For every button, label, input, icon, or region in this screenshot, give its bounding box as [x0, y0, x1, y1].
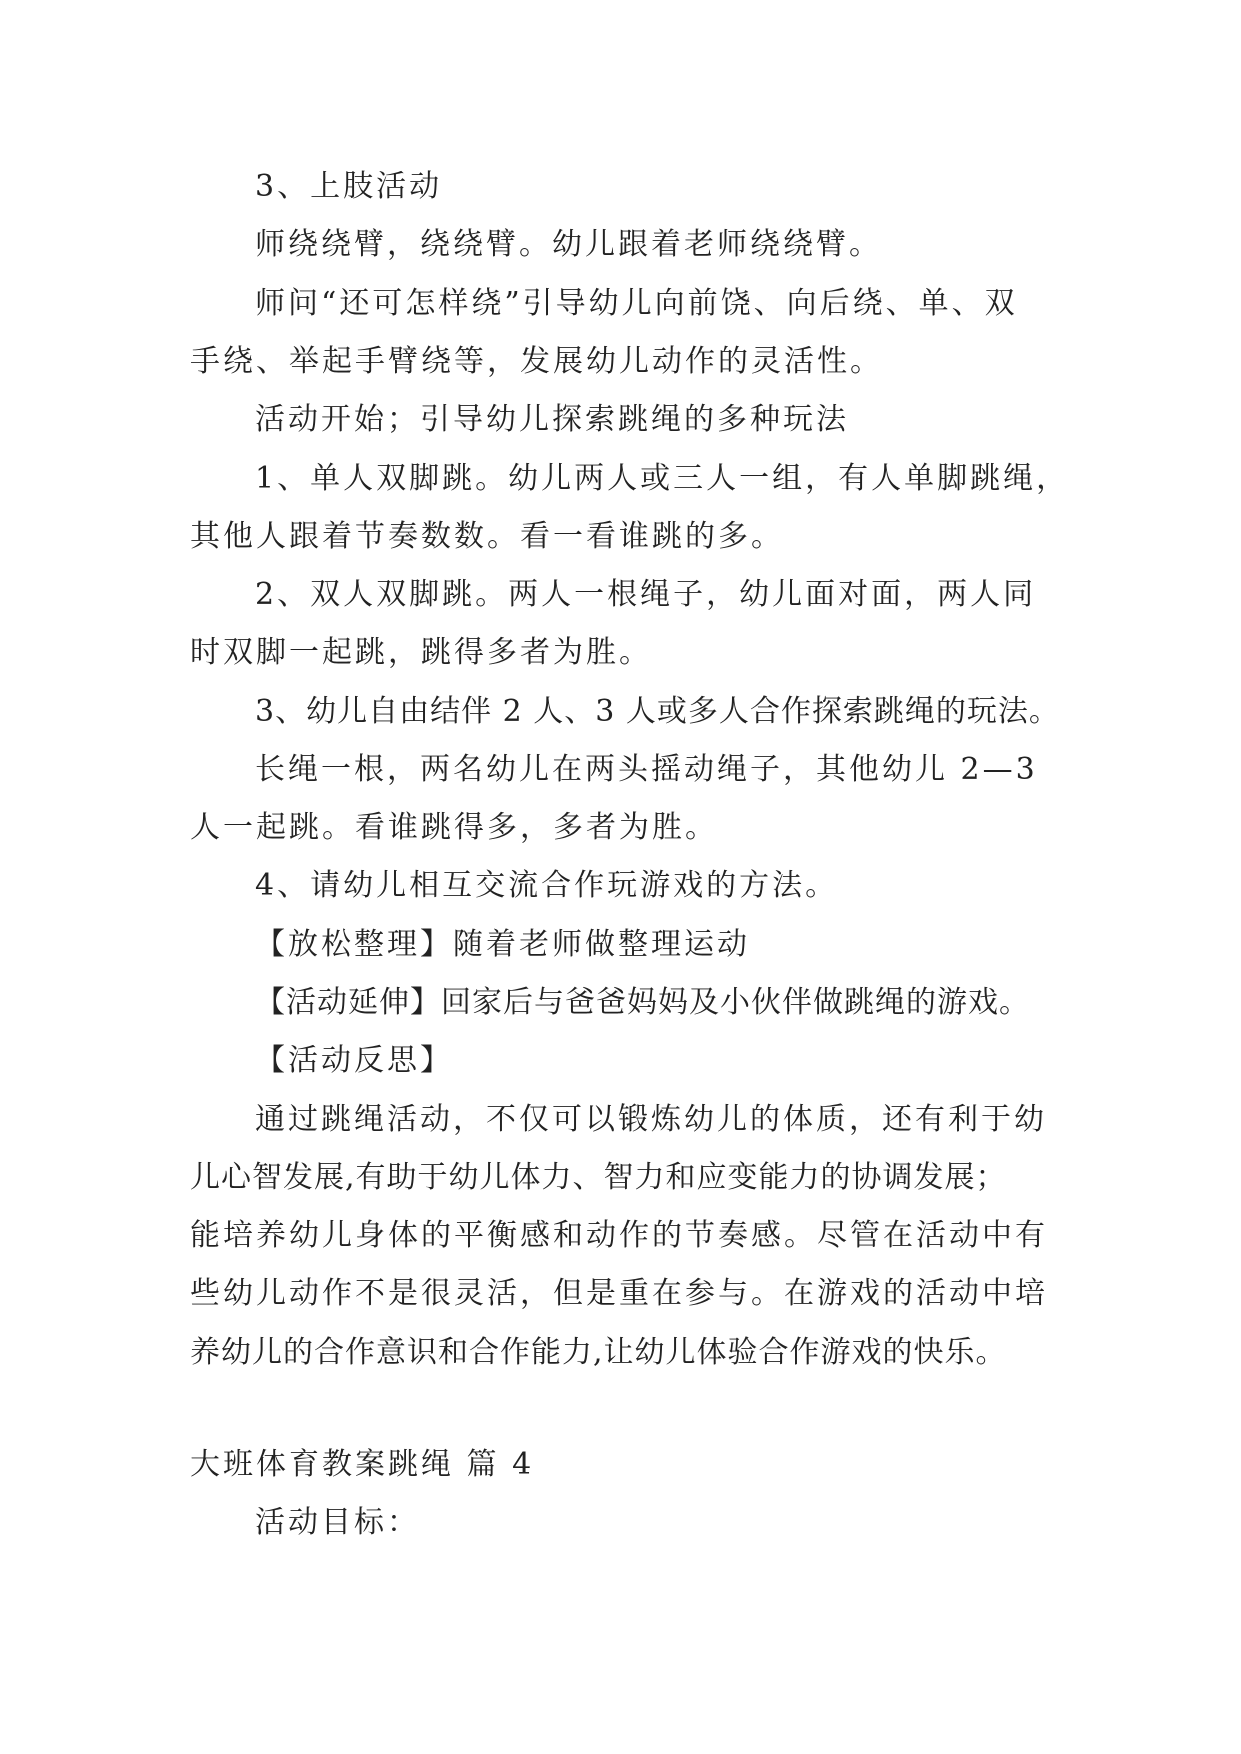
paragraph-line: 通过跳绳活动，不仅可以锻炼幼儿的体质，还有利于幼 — [255, 1102, 1047, 1137]
paragraph-line: 3、幼儿自由结伴 2 人、3 人或多人合作探索跳绳的玩法。 — [255, 694, 1060, 729]
paragraph-line: 能培养幼儿身体的平衡感和动作的节奏感。尽管在活动中有 — [190, 1218, 1048, 1253]
paragraph-line: 活动目标： — [255, 1505, 420, 1540]
section-title: 大班体育教案跳绳 篇 4 — [190, 1447, 535, 1482]
paragraph-line: 活动开始；引导幼儿探索跳绳的多种玩法 — [255, 402, 849, 437]
paragraph-line: 些幼儿动作不是很灵活，但是重在参与。在游戏的活动中培 — [190, 1276, 1048, 1311]
paragraph-line: 长绳一根，两名幼儿在两头摇动绳子，其他幼儿 2—3 — [255, 752, 1038, 787]
paragraph-line: 4、请幼儿相互交流合作玩游戏的方法。 — [255, 868, 839, 903]
paragraph-line: 师绕绕臂，绕绕臂。幼儿跟着老师绕绕臂。 — [255, 227, 882, 262]
paragraph-line: 养幼儿的合作意识和合作能力,让幼儿体验合作游戏的快乐。 — [190, 1335, 1007, 1370]
paragraph-line: 时双脚一起跳，跳得多者为胜。 — [190, 635, 652, 670]
paragraph-line: 人一起跳。看谁跳得多，多者为胜。 — [190, 810, 718, 845]
paragraph-line: 3、上肢活动 — [255, 169, 443, 204]
paragraph-line: 2、双人双脚跳。两人一根绳子，幼儿面对面，两人同 — [255, 577, 1037, 612]
paragraph-line: 师问“还可怎样绕”引导幼儿向前饶、向后绕、单、双 — [255, 286, 1018, 321]
paragraph-line: 手绕、举起手臂绕等，发展幼儿动作的灵活性。 — [190, 344, 883, 379]
paragraph-line: 【放松整理】随着老师做整理运动 — [255, 927, 750, 962]
paragraph-line: 【活动延伸】回家后与爸爸妈妈及小伙伴做跳绳的游戏。 — [255, 985, 1030, 1020]
paragraph-line: 儿心智发展,有助于幼儿体力、智力和应变能力的协调发展； — [190, 1160, 1007, 1195]
paragraph-line: 【活动反思】 — [255, 1043, 453, 1078]
paragraph-line: 其他人跟着节奏数数。看一看谁跳的多。 — [190, 519, 784, 554]
paragraph-line: 1、单人双脚跳。幼儿两人或三人一组，有人单脚跳绳， — [255, 461, 1070, 496]
